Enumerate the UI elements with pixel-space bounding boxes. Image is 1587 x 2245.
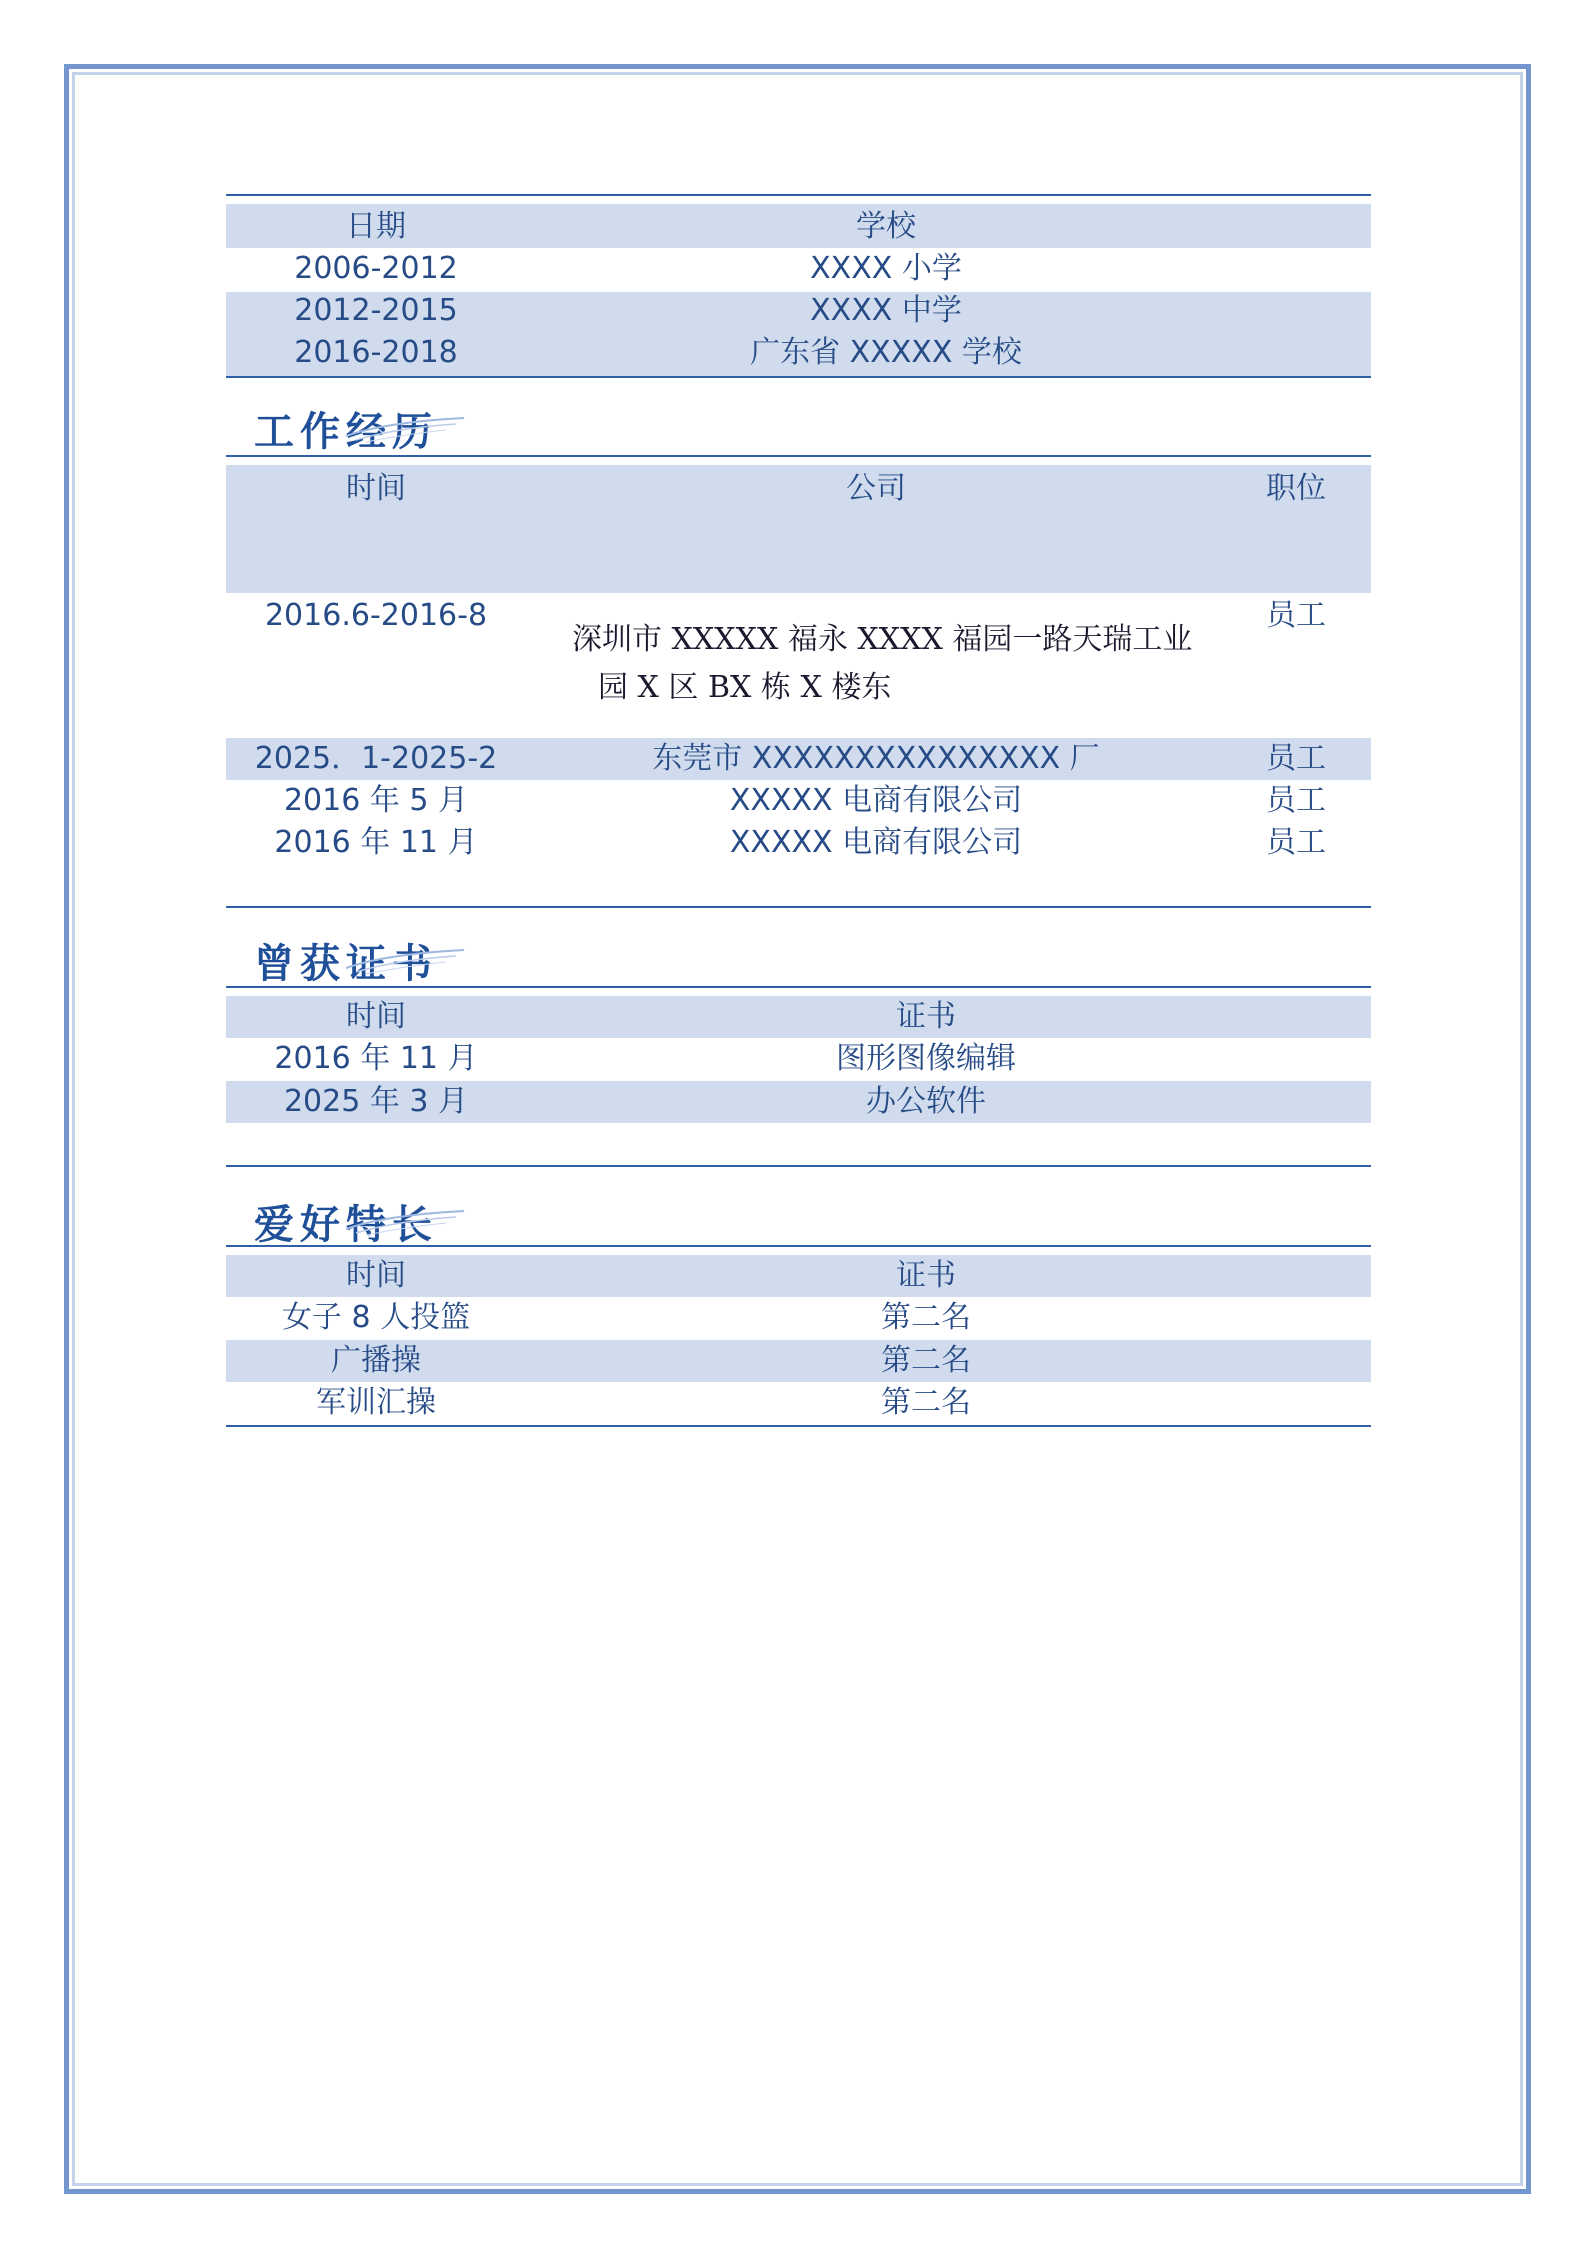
table-row-position: 员工 <box>1266 598 1326 633</box>
header-date: 日期 <box>346 209 406 244</box>
table-row-company-line1: 深圳市 XXXXX 福永 XXXX 福园一路天瑞工业 <box>572 622 1193 657</box>
table-row-time: 2016 年 5 月 <box>283 783 469 818</box>
table-row-time: 2016.6-2016-8 <box>264 598 488 633</box>
table-row-school: XXXX 小学 <box>810 251 962 286</box>
table-row-time: 广播操 <box>331 1343 421 1378</box>
swoosh-decoration-icon <box>346 414 466 444</box>
table-row-date: 2006-2012 <box>294 251 458 286</box>
page-border-inner <box>72 72 1523 2186</box>
section-title-certificates <box>254 932 438 989</box>
table-row-cert: 办公软件 <box>866 1084 986 1119</box>
section-title-text: 爱好特长 <box>254 1201 438 1248</box>
table-row-cert: 第二名 <box>881 1385 971 1420</box>
swoosh-decoration-icon <box>346 1207 466 1237</box>
table-row-time: 女子 8 人投篮 <box>281 1300 471 1335</box>
table-rule <box>226 1425 1371 1427</box>
table-row-time: 2025．1-2025-2 <box>254 741 498 776</box>
table-rule <box>226 376 1371 378</box>
table-row-time: 军训汇操 <box>316 1385 436 1420</box>
table-rule <box>226 1245 1371 1247</box>
table-row-company: XXXXX 电商有限公司 <box>729 783 1023 818</box>
table-row-company: 东莞市 XXXXXXXXXXXXXXX 厂 <box>652 741 1100 776</box>
table-rule <box>226 986 1371 988</box>
table-row-time: 2016 年 11 月 <box>274 1041 478 1076</box>
table-row-company-line2: 园 X 区 BX 栋 X 楼东 <box>598 670 892 705</box>
table-row-cert: 第二名 <box>881 1300 971 1335</box>
header-time: 时间 <box>346 1258 406 1293</box>
header-time: 时间 <box>346 999 406 1034</box>
table-row-company: XXXXX 电商有限公司 <box>729 825 1023 860</box>
header-company: 公司 <box>846 471 906 506</box>
table-row-cert: 第二名 <box>881 1343 971 1378</box>
header-position: 职位 <box>1266 471 1326 506</box>
section-title-hobbies <box>254 1193 438 1250</box>
header-cert: 证书 <box>896 1258 956 1293</box>
section-title-text: 工作经历 <box>254 408 438 455</box>
table-row-school: XXXX 中学 <box>810 293 962 328</box>
table-row-school: 广东省 XXXXX 学校 <box>750 335 1022 370</box>
table-row-time: 2025 年 3 月 <box>283 1084 469 1119</box>
table-row-position: 员工 <box>1266 825 1326 860</box>
table-row-date: 2016-2018 <box>294 335 458 370</box>
table-row-position: 员工 <box>1266 783 1326 818</box>
header-time: 时间 <box>346 471 406 506</box>
header-cert: 证书 <box>896 999 956 1034</box>
table-row-date: 2012-2015 <box>294 293 458 328</box>
table-rule <box>226 194 1371 196</box>
table-row-position: 员工 <box>1266 741 1326 776</box>
section-title-work <box>254 400 438 457</box>
section-title-text: 曾获证书 <box>254 940 438 987</box>
table-row-time: 2016 年 11 月 <box>274 825 478 860</box>
header-school: 学校 <box>856 209 916 244</box>
table-rule <box>226 1165 1371 1167</box>
swoosh-decoration-icon <box>346 946 466 976</box>
table-rule <box>226 906 1371 908</box>
table-row-cert: 图形图像编辑 <box>836 1041 1016 1076</box>
table-rule <box>226 455 1371 457</box>
